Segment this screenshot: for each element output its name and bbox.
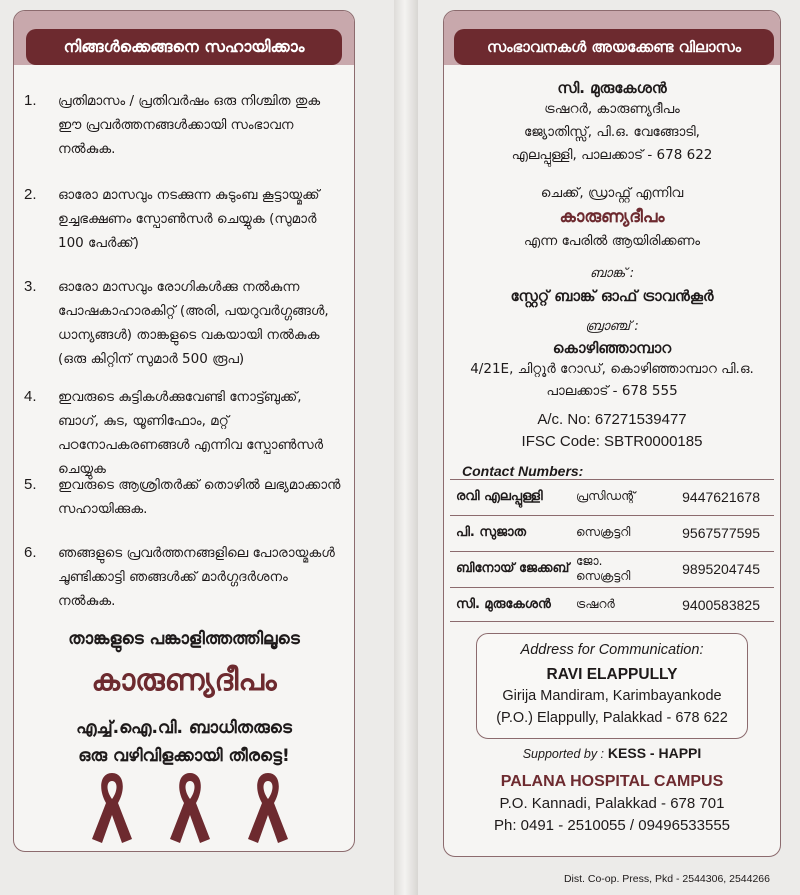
address-line-1: Girija Mandiram, Karimbayankode	[502, 688, 722, 704]
branch-name: കൊഴിഞ്ഞാമ്പാറ	[552, 339, 672, 357]
contacts-heading: Contact Numbers:	[462, 463, 584, 479]
address-line-2: (P.O.) Elappully, Palakkad - 678 622	[496, 710, 728, 726]
address-heading: Address for Communication:	[520, 642, 704, 658]
contact-role: സെക്രട്ടറി	[576, 525, 631, 539]
help-item-3	[24, 275, 344, 371]
contact-row	[450, 551, 774, 585]
hospital-address: P.O. Kannadi, Palakkad - 678 701	[499, 795, 725, 812]
supported-by	[444, 745, 780, 761]
contact-row	[450, 479, 774, 513]
supported-label: Supported by :	[522, 747, 605, 761]
bank-name: സ്റ്റേറ്റ് ബാങ്ക് ഓഫ് ട്രാവൻകൂർ	[510, 287, 714, 305]
item-text: ഇവരുടെ ആശ്രിതർക്ക് തൊഴിൽ ലഭ്യമാക്കാൻ സഹായിക്കുക.	[58, 477, 341, 517]
payee-name: കാരുണ്യദീപം	[559, 207, 665, 227]
item-number: 2.	[24, 186, 37, 203]
item-text: ഞങ്ങളുടെ പ്രവർത്തനങ്ങളിലെ പോരായ്മകൾ ചൂണ്ടിക്കാട്ടി ഞങ്ങൾക്ക് മാർഗ്ഗദർശനം നൽകുക.	[58, 545, 335, 609]
item-text: ഓരോ മാസവും രോഗികൾക്കു നൽകുന്ന പോഷകാഹാരകിറ്റ് (അരി, പയറുവർഗ്ഗങ്ങൾ, ധാന്യങ്ങൾ) താങ്കളുടെ വകയായി നൽകുക (ഒരു കിറ്റിന് സുമാർ 500 രൂപ)	[58, 279, 329, 367]
account-number: A/c. No: 67271539477	[537, 411, 687, 428]
help-item-1	[24, 89, 344, 161]
how-to-help-panel	[13, 10, 355, 852]
donation-address-title: സംഭാവനകൾ അയക്കേണ്ട വിലാസം	[454, 29, 774, 65]
branch-label: ബ്രാഞ്ച് :	[585, 319, 639, 334]
contact-name: ബിനോയ് ജേക്കബ്	[456, 561, 570, 576]
contact-phone: 9567577595	[682, 524, 760, 541]
supporter-name: KESS - HAPPI	[607, 745, 702, 761]
contact-role: പ്രസിഡന്റ്	[576, 489, 636, 503]
donation-address-panel	[443, 10, 781, 857]
item-number: 3.	[24, 278, 37, 295]
item-text: ഓരോ മാസവും നടക്കുന്ന കുടുംബ കൂട്ടായ്മക്ക് ഉച്ചഭക്ഷണം സ്പോൺസർ ചെയ്യുക (സുമാർ 100 പേർക്ക്)	[58, 187, 320, 251]
contact-row	[450, 515, 774, 549]
contact-name: രവി എലപ്പുള്ളി	[456, 489, 543, 504]
contact-phone: 9400583825	[682, 596, 760, 613]
item-text: ഇവരുടെ കുട്ടികൾക്കുവേണ്ടി നോട്ട്ബുക്ക്, ബാഗ്, കുട, യൂണിഫോം, മറ്റ് പഠനോപകരണങ്ങൾ എന്നിവ സ്പോൺസർ ചെയ്യുക	[58, 389, 324, 477]
contact-row	[450, 587, 774, 622]
contact-phone: 9895204745	[682, 560, 760, 577]
branch-address-1: 4/21E, ചിറ്റൂർ റോഡ്, കൊഴിഞ്ഞാമ്പാറ പി.ഒ.	[470, 361, 754, 377]
awareness-ribbons	[86, 767, 296, 847]
item-number: 5.	[24, 476, 37, 493]
bank-label: ബാങ്ക് :	[589, 266, 635, 281]
contact-name: പി. സുജാത	[456, 525, 526, 540]
contact-role: ജോ. സെക്രട്ടറി	[576, 553, 631, 583]
item-number: 6.	[24, 544, 37, 561]
red-ribbon-icon	[242, 767, 294, 845]
contact-phone: 9447621678	[682, 488, 760, 505]
hospital-name: PALANA HOSPITAL CAMPUS	[500, 773, 724, 790]
help-item-4	[24, 385, 344, 481]
tagline-line-2: ഒരു വഴിവിളക്കായി തീരട്ടെ!	[78, 746, 290, 766]
treasurer-line-2: ജ്യോതിസ്സ്, പി.ഒ. വേങ്ങോടി,	[524, 124, 700, 140]
treasurer-line-1: ട്രഷറർ, കാരുണ്യദീപം	[544, 101, 680, 117]
contact-role: ട്രഷറർ	[576, 597, 615, 611]
address-name: RAVI ELAPPULLY	[546, 666, 678, 683]
treasurer-line-3: എലപ്പുള്ളി, പാലക്കാട് - 678 622	[511, 147, 713, 163]
page-fold	[394, 0, 418, 895]
tagline-guide	[14, 714, 354, 770]
org-name-large: കാരുണ്യദീപം	[91, 663, 277, 698]
printer-note: Dist. Co-op. Press, Pkd - 2544306, 2544266	[563, 873, 770, 885]
help-item-6	[24, 541, 344, 613]
hospital-phone: Ph: 0491 - 2510055 / 09496533555	[493, 817, 731, 834]
tagline-participation: താങ്കളുടെ പങ്കാളിത്തത്തിലൂടെ	[68, 629, 300, 649]
treasurer-name: സി. മുരുകേശൻ	[557, 79, 667, 97]
tagline-line-1: എച്ച്.ഐ.വി. ബാധിതരുടെ	[76, 718, 292, 738]
red-ribbon-icon	[86, 767, 138, 845]
red-ribbon-icon	[164, 767, 216, 845]
help-item-2	[24, 183, 344, 255]
ifsc-code: IFSC Code: SBTR0000185	[521, 433, 703, 450]
item-number: 1.	[24, 92, 37, 109]
payee-note: എന്ന പേരിൽ ആയിരിക്കണം	[523, 233, 701, 249]
cheque-note: ചെക്ക്, ഡ്രാഫ്റ്റ് എന്നിവ	[540, 185, 684, 201]
how-to-help-title: നിങ്ങൾക്കെങ്ങനെ സഹായിക്കാം	[26, 29, 342, 65]
help-item-5	[24, 473, 344, 521]
contact-name: സി. മുരുകേശൻ	[456, 597, 551, 612]
branch-address-2: പാലക്കാട് - 678 555	[546, 383, 678, 399]
item-number: 4.	[24, 388, 37, 405]
item-text: പ്രതിമാസം / പ്രതിവർഷം ഒരു നിശ്ചിത തുക ഈ പ്രവർത്തനങ്ങൾക്കായി സംഭാവന നൽകുക.	[58, 93, 321, 157]
communication-address-box	[476, 633, 748, 739]
